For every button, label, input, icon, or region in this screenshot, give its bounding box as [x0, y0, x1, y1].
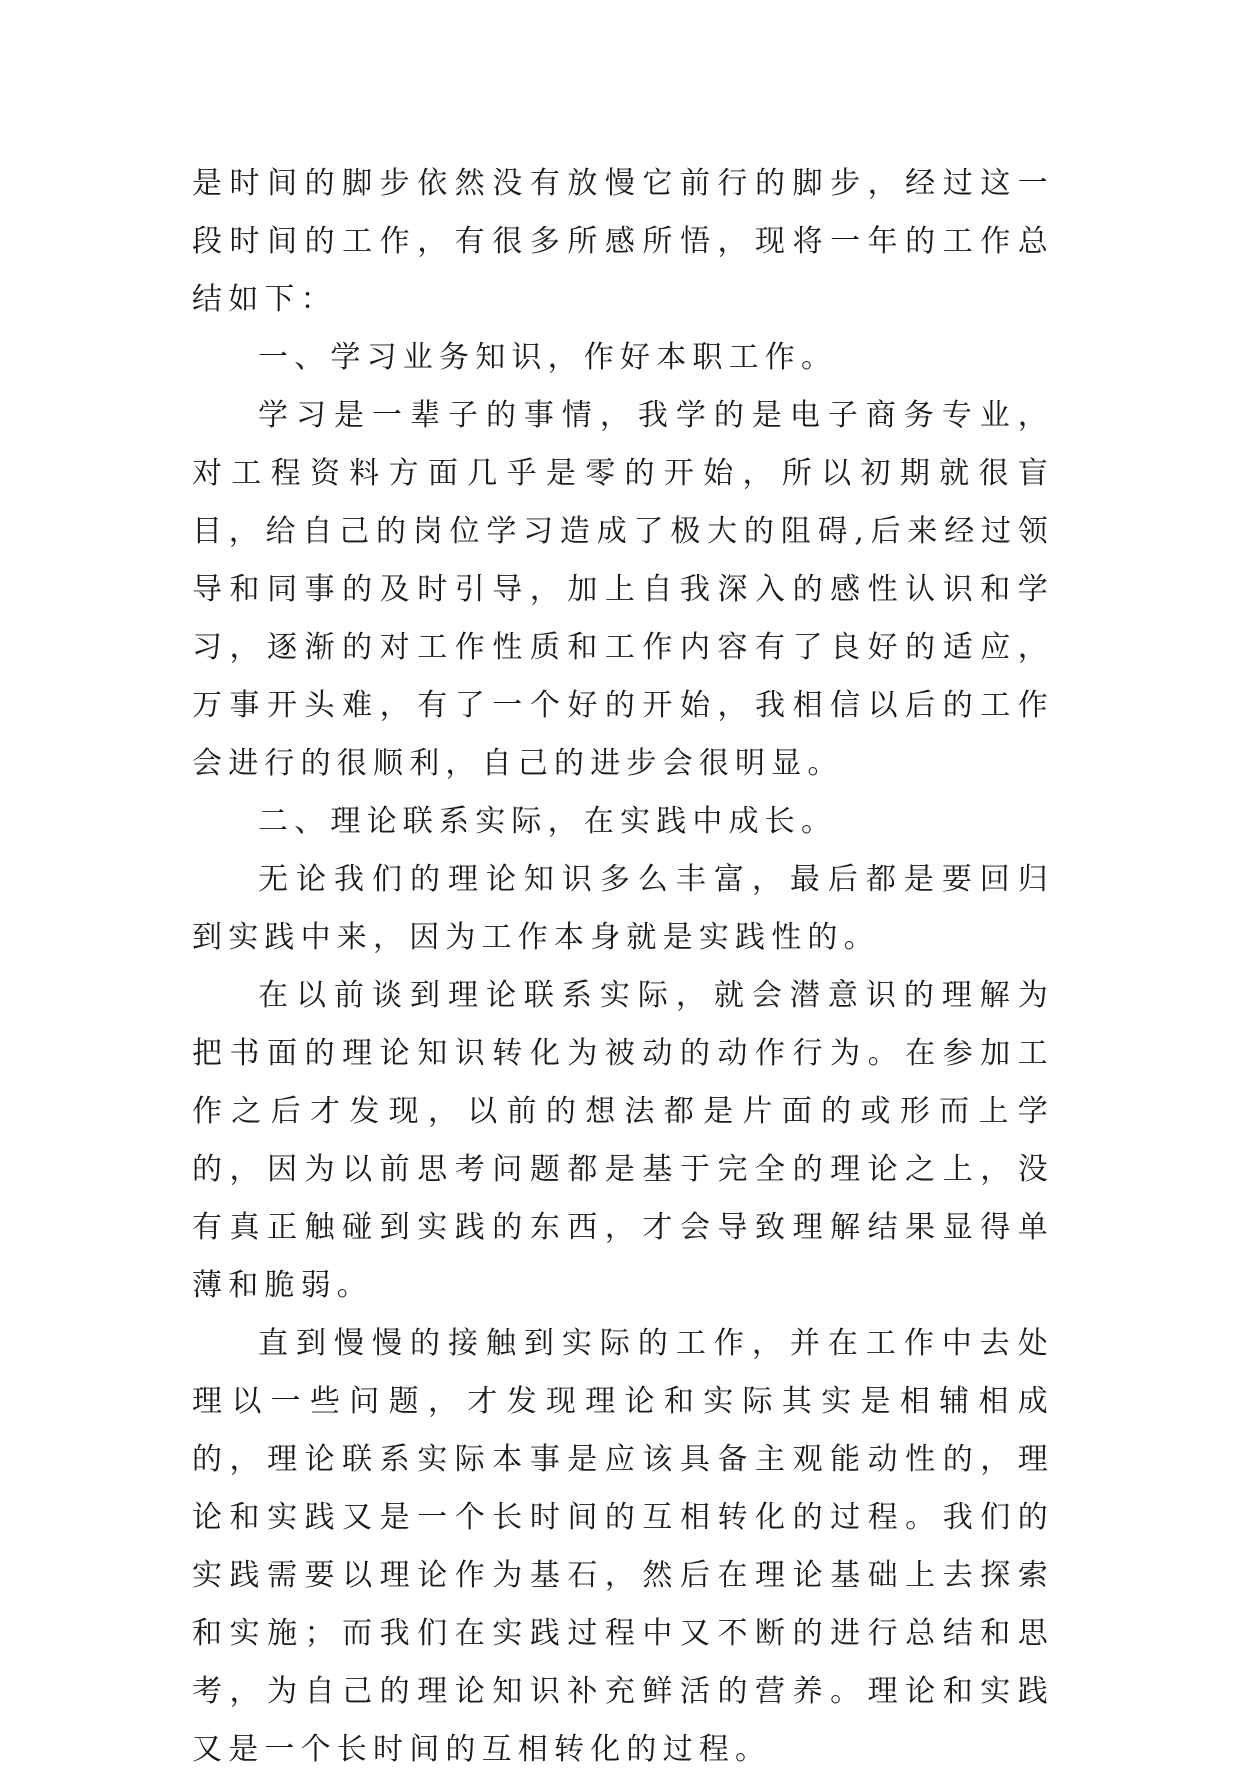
paragraph-past-understanding: 在以前谈到理论联系实际，就会潜意识的理解为把书面的理论知识转化为被动的动作行为。在参加工作之后才发现，以前的想法都是片面的或形而上学的，因为以前思考问题都是基于完全的理论之上，没有真正触碰到实践的东西，才会导致理解结果显得单薄和脆弱。: [192, 978, 1054, 1303]
paragraph-theory-practice: 无论我们的理论知识多么丰富，最后都是要回归到实践中来，因为工作本身就是实践性的。: [192, 862, 1054, 955]
paragraph-intro-continuation: 是时间的脚步依然没有放慢它前行的脚步，经过这一段时间的工作，有很多所感所悟，现将一年的工作总结如下：: [192, 166, 1054, 317]
paragraph-study: 学习是一辈子的事情，我学的是电子商务专业，对工程资料方面几乎是零的开始，所以初期就很盲目，给自己的岗位学习造成了极大的阻碍,后来经过领导和同事的及时引导，加上自我深入的感性认识和学习，逐渐的对工作性质和工作内容有了良好的适应，万事开头难，有了一个好的开始，我相信以后的工作会进行的很顺利，自己的进步会很明显。: [192, 398, 1054, 781]
document-body: [192, 155, 1054, 1779]
paragraph-realization: 直到慢慢的接触到实际的工作，并在工作中去处理以一些问题，才发现理论和实际其实是相辅相成的，理论联系实际本事是应该具备主观能动性的，理论和实践又是一个长时间的互相转化的过程。我们的实践需要以理论作为基石，然后在理论基础上去探索和实施；而我们在实践过程中又不断的进行总结和思考，为自己的理论知识补充鲜活的营养。理论和实践又是一个长时间的互相转化的过程。: [192, 1326, 1054, 1767]
section-heading-2: 二、理论联系实际，在实践中成长。: [258, 804, 838, 839]
section-heading-1: 一、学习业务知识，作好本职工作。: [258, 340, 838, 375]
